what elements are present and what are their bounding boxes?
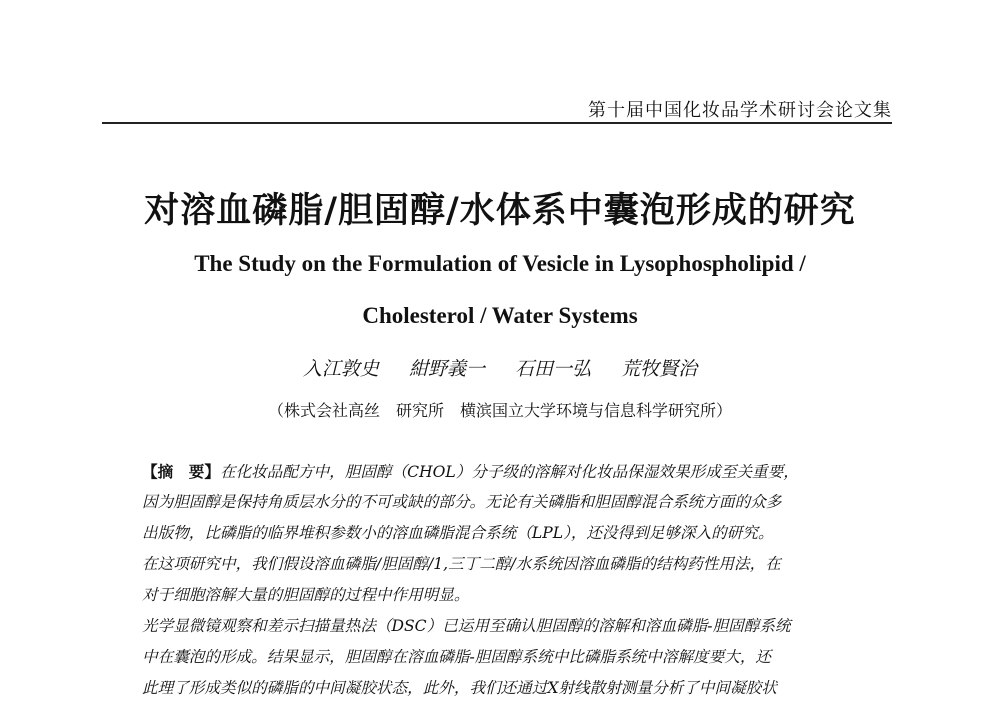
abstract-line: 对于细胞溶解大量的胆固醇的过程中作用明显。	[142, 586, 470, 604]
header-rule	[102, 122, 892, 124]
abstract-line	[142, 456, 862, 487]
abstract-label: 【摘 要】	[142, 462, 220, 481]
abstract-line: 光学显微镜观察和差示扫描量热法（DSC）已运用至确认胆固醇的溶解和溶血磷脂-胆固醇系统	[142, 617, 791, 635]
title-chinese: 对溶血磷脂/胆固醇/水体系中囊泡形成的研究	[144, 191, 856, 231]
affiliation: （株式会社高丝 研究所 横滨国立大学环境与信息科学研究所）	[267, 401, 732, 420]
abstract-line: 中在囊泡的形成。结果显示，胆固醇在溶血磷脂-胆固醇系统中比磷脂系统中溶解度要大，还	[142, 648, 772, 666]
author-list	[0, 354, 1000, 381]
title-english-line2: Cholesterol / Water Systems	[362, 303, 638, 328]
title-english-line1: The Study on the Formulation of Vesicle in Lysophospholipid /	[194, 251, 806, 276]
author-name: 入江敦史	[302, 358, 379, 380]
abstract-line-text: 在化妆品配方中，胆固醇（CHOL）分子级的溶解对化妆品保湿效果形成至关重要，	[219, 463, 799, 481]
author-name: 石田一弘	[515, 358, 592, 380]
journal-header: 第十届中国化妆品学术研讨会论文集	[588, 100, 892, 121]
author-name: 紺野義一	[408, 358, 485, 380]
abstract-line: 在这项研究中，我们假设溶血磷脂/胆固醇/1,三丁二醇/水系统因溶血磷脂的结构药性用法，在	[142, 555, 781, 573]
abstract-line: 出版物，比磷脂的临界堆积参数小的溶血磷脂混合系统（LPL），还没得到足够深入的研究。	[142, 524, 774, 542]
abstract-line: 因为胆固醇是保持角质层水分的不可或缺的部分。无论有关磷脂和胆固醇混合系统方面的众多	[142, 493, 782, 511]
abstract	[142, 456, 862, 704]
abstract-line: 此理了形成类似的磷脂的中间凝胶状态，此外，我们还通过X射线散射测量分析了中间凝胶状	[142, 679, 777, 697]
author-name: 荒牧賢治	[621, 358, 698, 380]
